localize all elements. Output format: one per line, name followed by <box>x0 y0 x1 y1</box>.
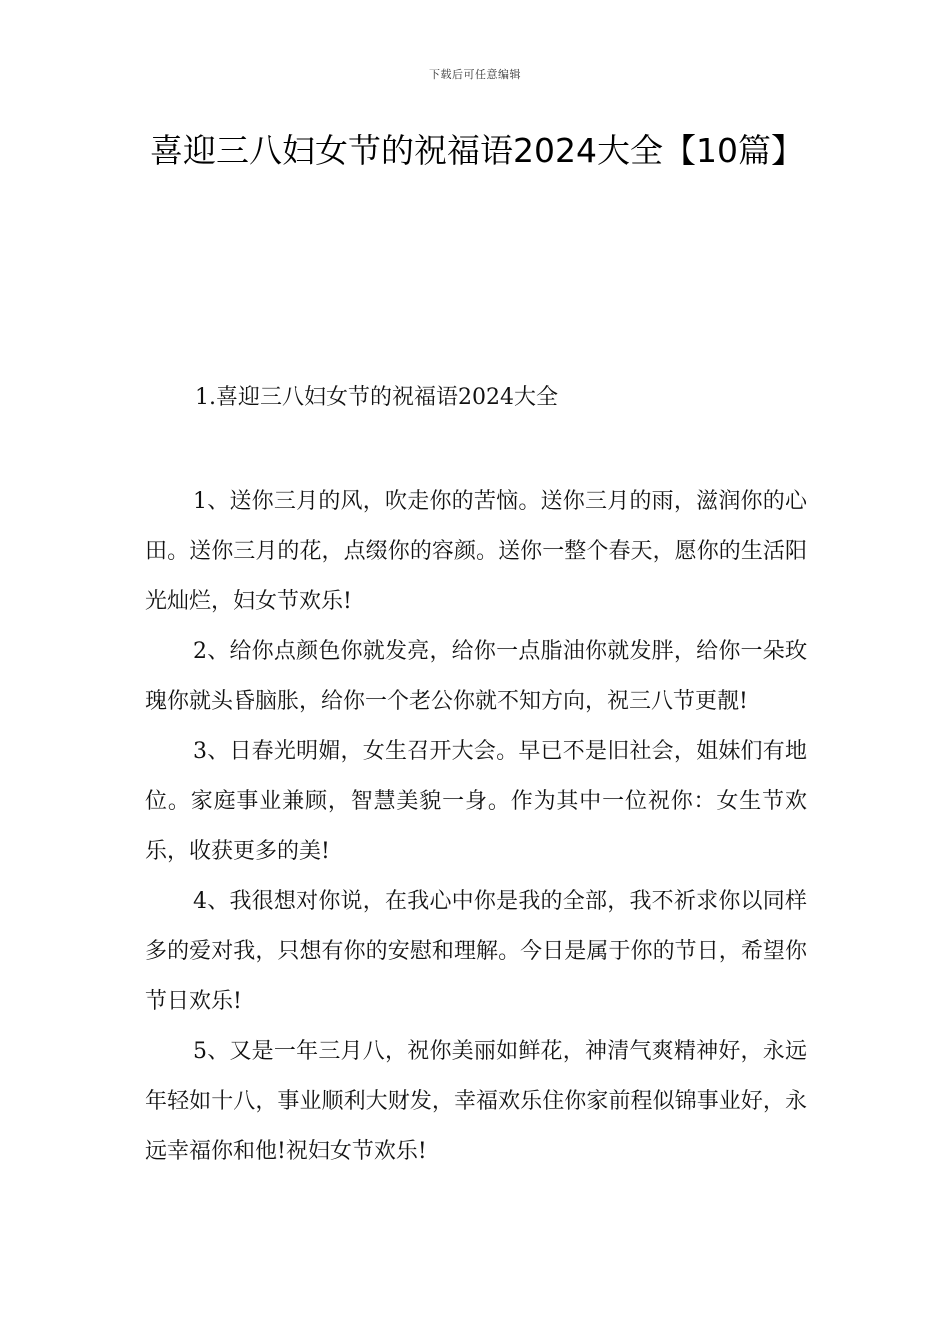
section-heading: 1.喜迎三八妇女节的祝福语2024大全 <box>195 385 558 410</box>
paragraph-1: 1、送你三月的风，吹走你的苦恼。送你三月的雨，滋润你的心田。送你三月的花，点缀你的容颜。送你一整个春天，愿你的生活阳光灿烂，妇女节欢乐! <box>145 489 807 614</box>
paragraph-5: 5、又是一年三月八，祝你美丽如鲜花，神清气爽精神好，永远年轻如十八，事业顺利大财发，幸福欢乐住你家前程似锦事业好，永远幸福你和他!祝妇女节欢乐! <box>145 1039 807 1164</box>
document-body <box>145 477 807 1177</box>
paragraph-4: 4、我很想对你说，在我心中你是我的全部，我不祈求你以同样多的爱对我，只想有你的安慰和理解。今日是属于你的节日，希望你节日欢乐! <box>145 889 807 1014</box>
paragraph-3: 3、日春光明媚，女生召开大会。早已不是旧社会，姐妹们有地位。家庭事业兼顾，智慧美貌一身。作为其中一位祝你：女生节欢乐，收获更多的美! <box>145 739 807 864</box>
header-note: 下载后可任意编辑 <box>429 68 521 81</box>
paragraph-2: 2、给你点颜色你就发亮，给你一点脂油你就发胖，给你一朵玫瑰你就头昏脑胀，给你一个老公你就不知方向，祝三八节更靓! <box>145 639 807 714</box>
document-title: 喜迎三八妇女节的祝福语2024大全【10篇】 <box>150 131 804 170</box>
